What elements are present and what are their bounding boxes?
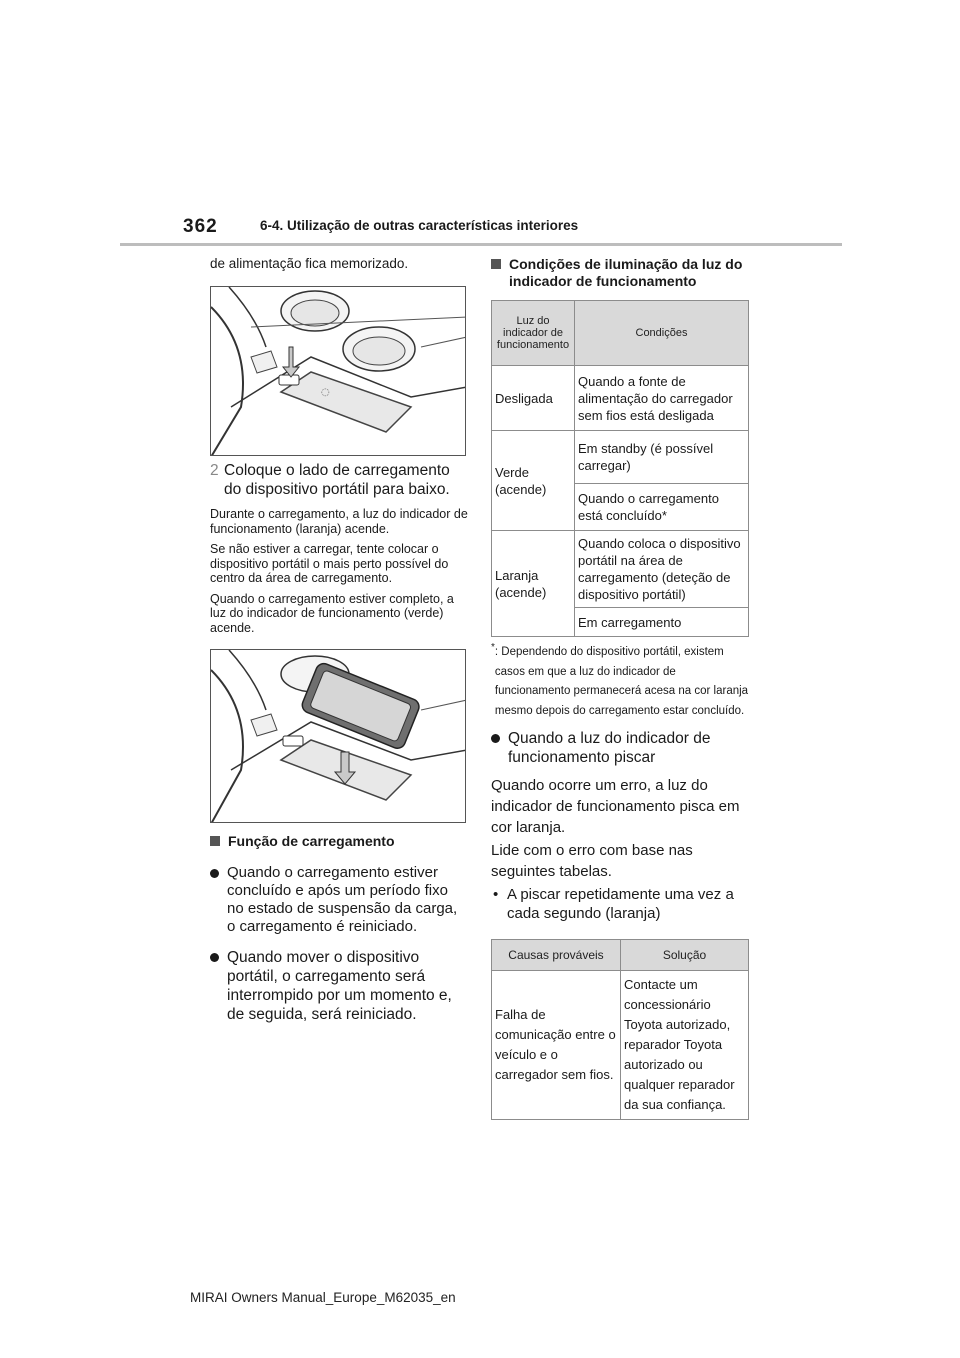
console-drawing [211, 287, 466, 456]
footnote-text: : Dependendo do dispositivo portátil, existem casos em que a luz do indicador de funcionamento permanecerá acesa na cor laranja mesmo depois do carregamento estar concluído. [494, 646, 749, 717]
cell-cause: Falha de comunicação entre o veículo e o carregador sem fios. [492, 971, 621, 1120]
bullet-device-moved: Quando mover o dispositivo portátil, o carregamento será interrompido por um momento e, de seguida, será reiniciado. [210, 948, 468, 1024]
heading-charging-function: Função de carregamento [210, 833, 468, 850]
footnote-mark: * [491, 642, 495, 653]
footnote [491, 643, 751, 721]
note-charging-orange: Durante o carregamento, a luz do indicador de funcionamento (laranja) acende. [210, 507, 468, 536]
cell-green-complete: Quando o carregamento está concluído* [575, 484, 749, 531]
error-text: Quando ocorre um erro, a luz do indicador de funcionamento pisca em cor laranja. [491, 777, 740, 836]
cell-green-standby: Em standby (é possível carregar) [575, 431, 749, 484]
table-header-conditions: Condições [575, 301, 749, 366]
svg-text:◌: ◌ [321, 387, 330, 398]
illustration-device-placement [210, 649, 466, 823]
cell-orange-detect: Quando coloca o dispositivo portátil na área de carregamento (deteção de dispositivo portátil) [575, 531, 749, 608]
note-complete-green: Quando o carregamento estiver completo, a luz do indicador de funcionamento (verde) acende. [210, 591, 454, 635]
cell-orange-charging: Em carregamento [575, 608, 749, 637]
sub-bullet-blink-interval: • A piscar repetidamente uma vez a cada segundo (laranja) [493, 886, 734, 922]
section-title: 6-4. Utilização de outras características interiores [260, 218, 579, 233]
table-header-solution: Solução [621, 940, 749, 971]
handle-error-text: Lide com o erro com base nas seguintes tabelas. [491, 842, 693, 880]
step-number: 2 [210, 462, 219, 479]
indicator-conditions-table [491, 300, 749, 637]
cell-off-label: Desligada [492, 366, 575, 431]
bullet-dot-icon [491, 734, 500, 743]
square-bullet-icon [210, 836, 220, 846]
cell-solution: Contacte um concessionário Toyota autorizado, reparador Toyota autorizado ou qualquer reparador da sua confiança. [621, 971, 749, 1120]
table-header-indicator: Luz do indicador de funcionamento [492, 301, 575, 366]
square-bullet-icon [491, 259, 501, 269]
illustration-charging-tray [210, 286, 466, 456]
console-with-phone-drawing [211, 650, 466, 823]
step-2 [210, 461, 468, 499]
heading-lighting-conditions: Condições de iluminação da luz do indicador de funcionamento [491, 256, 751, 290]
bullet-dot-icon [210, 869, 219, 878]
page-number: 362 [183, 216, 218, 237]
left-column [210, 256, 468, 1024]
bullet-dot-icon [210, 953, 219, 962]
cell-green-label: Verde (acende) [492, 431, 575, 531]
header-divider [120, 243, 842, 246]
cell-off-condition: Quando a fonte de alimentação do carregador sem fios está desligada [575, 366, 749, 431]
step-text: Coloque o lado de carregamento do dispositivo portátil para baixo. [224, 462, 450, 498]
intro-text: de alimentação fica memorizado. [210, 256, 409, 271]
right-column [491, 256, 751, 1120]
cell-orange-label: Laranja (acende) [492, 531, 575, 637]
table-header-causes: Causas prováveis [492, 940, 621, 971]
document-footer: MIRAI Owners Manual_Europe_M62035_en [190, 1290, 456, 1305]
troubleshooting-table [491, 939, 749, 1120]
bullet-charging-restart: Quando o carregamento estiver concluído e após um período fixo no estado de suspensão da carga, o carregamento é reiniciado. [210, 864, 468, 936]
sub-bullet-dot-icon: • [493, 886, 499, 903]
note-not-charging: Se não estiver a carregar, tente colocar o dispositivo portátil o mais perto possível do centro da área de carregamento. [210, 542, 449, 585]
heading-blinking: Quando a luz do indicador de funcionamento piscar [491, 729, 751, 767]
